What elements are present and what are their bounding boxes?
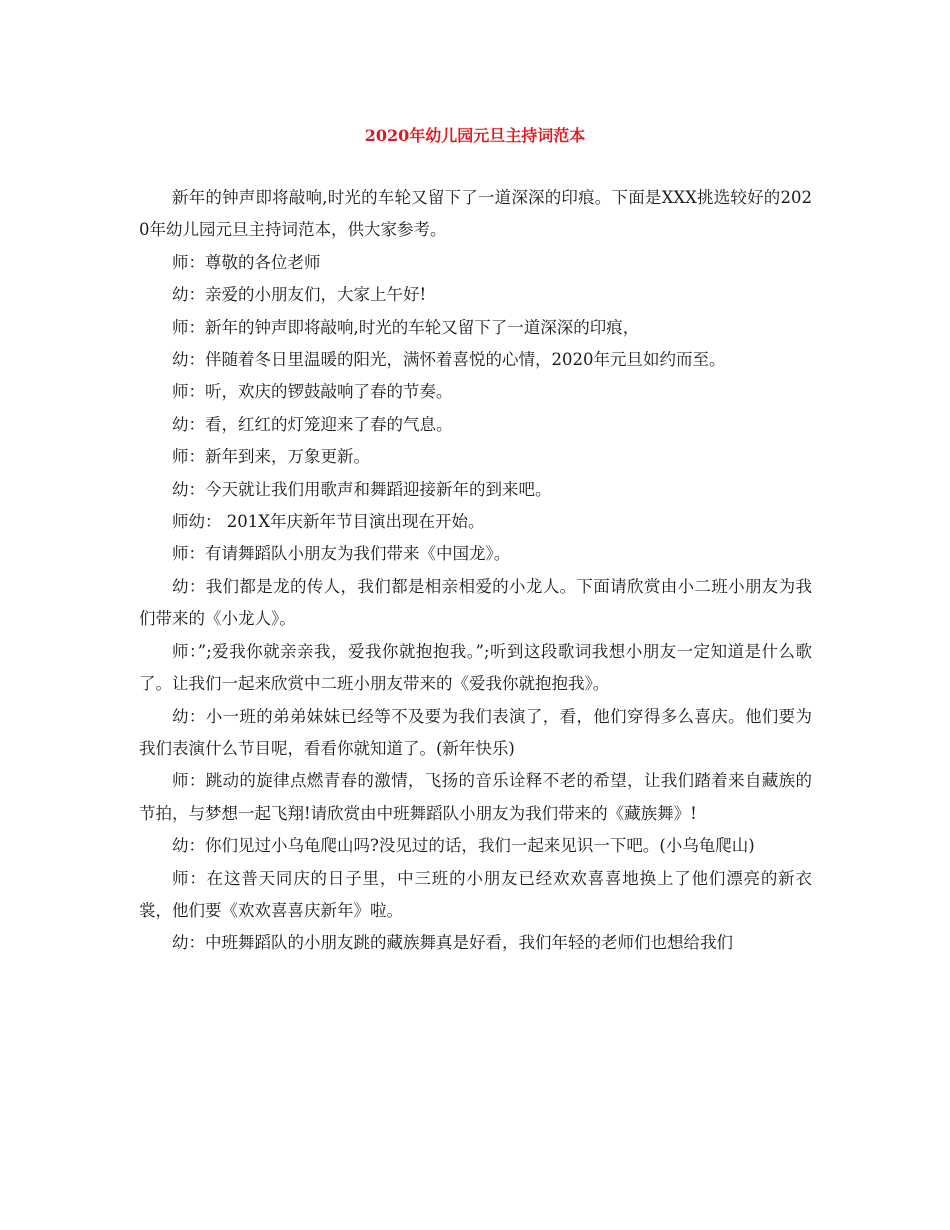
paragraph: 幼：小一班的弟弟妹妹已经等不及要为我们表演了，看，他们穿得多么喜庆。他们要为我们表演什么节目呢，看看你就知道了。(新年快乐) bbox=[139, 706, 812, 758]
paragraph: 师幼： 201X年庆新年节目演出现在开始。 bbox=[172, 512, 485, 532]
document-title: 2020年幼儿园元旦主持词范本 bbox=[364, 126, 586, 145]
paragraph: 师：听，欢庆的锣鼓敲响了春的节奏。 bbox=[172, 382, 453, 402]
paragraph: 师：新年到来，万象更新。 bbox=[172, 447, 370, 467]
paragraph: 幼：今天就让我们用歌声和舞蹈迎接新年的到来吧。 bbox=[172, 479, 552, 499]
paragraph: 师：跳动的旋律点燃青春的激情，飞扬的音乐诠释不老的希望，让我们踏着来自藏族的节拍，与梦想一起飞翔!请欣赏由中班舞蹈队小朋友为我们带来的《藏族舞》! bbox=[139, 771, 812, 823]
paragraph: 幼：亲爱的小朋友们，大家上午好! bbox=[172, 285, 427, 305]
paragraph: 师：新年的钟声即将敲响,时光的车轮又留下了一道深深的印痕， bbox=[172, 317, 640, 337]
paragraph: 幼：中班舞蹈队的小朋友跳的藏族舞真是好看，我们年轻的老师们也想给我们 bbox=[172, 933, 733, 953]
paragraph: 师：在这普天同庆的日子里，中三班的小朋友已经欢欢喜喜地换上了他们漂亮的新衣裳，他们要《欢欢喜喜庆新年》啦。 bbox=[139, 868, 812, 920]
paragraph: 师：有请舞蹈队小朋友为我们带来《中国龙》。 bbox=[172, 544, 511, 564]
paragraph: 师：尊敬的各位老师 bbox=[172, 252, 321, 272]
paragraph: 师：”;爱我你就亲亲我，爱我你就抱抱我。”;听到这段歌词我想小朋友一定知道是什么歌了。让我们一起来欣赏中二班小朋友带来的《爱我你就抱抱我》。 bbox=[139, 641, 812, 694]
paragraph: 幼：我们都是龙的传人，我们都是相亲相爱的小龙人。下面请欣赏由小二班小朋友为我们带来的《小龙人》。 bbox=[139, 576, 812, 629]
paragraph: 幼：你们见过小乌龟爬山吗?没见过的话，我们一起来见识一下吧。(小乌龟爬山) bbox=[172, 836, 755, 856]
paragraph: 新年的钟声即将敲响,时光的车轮又留下了一道深深的印痕。下面是XXX挑选较好的2020年幼儿园元旦主持词范本，供大家参考。 bbox=[139, 188, 812, 240]
paragraph: 幼：伴随着冬日里温暖的阳光，满怀着喜悦的心情，2020年元旦如约而至。 bbox=[172, 350, 726, 370]
paragraph: 幼：看，红红的灯笼迎来了春的气息。 bbox=[172, 414, 453, 434]
document-body bbox=[139, 182, 812, 960]
